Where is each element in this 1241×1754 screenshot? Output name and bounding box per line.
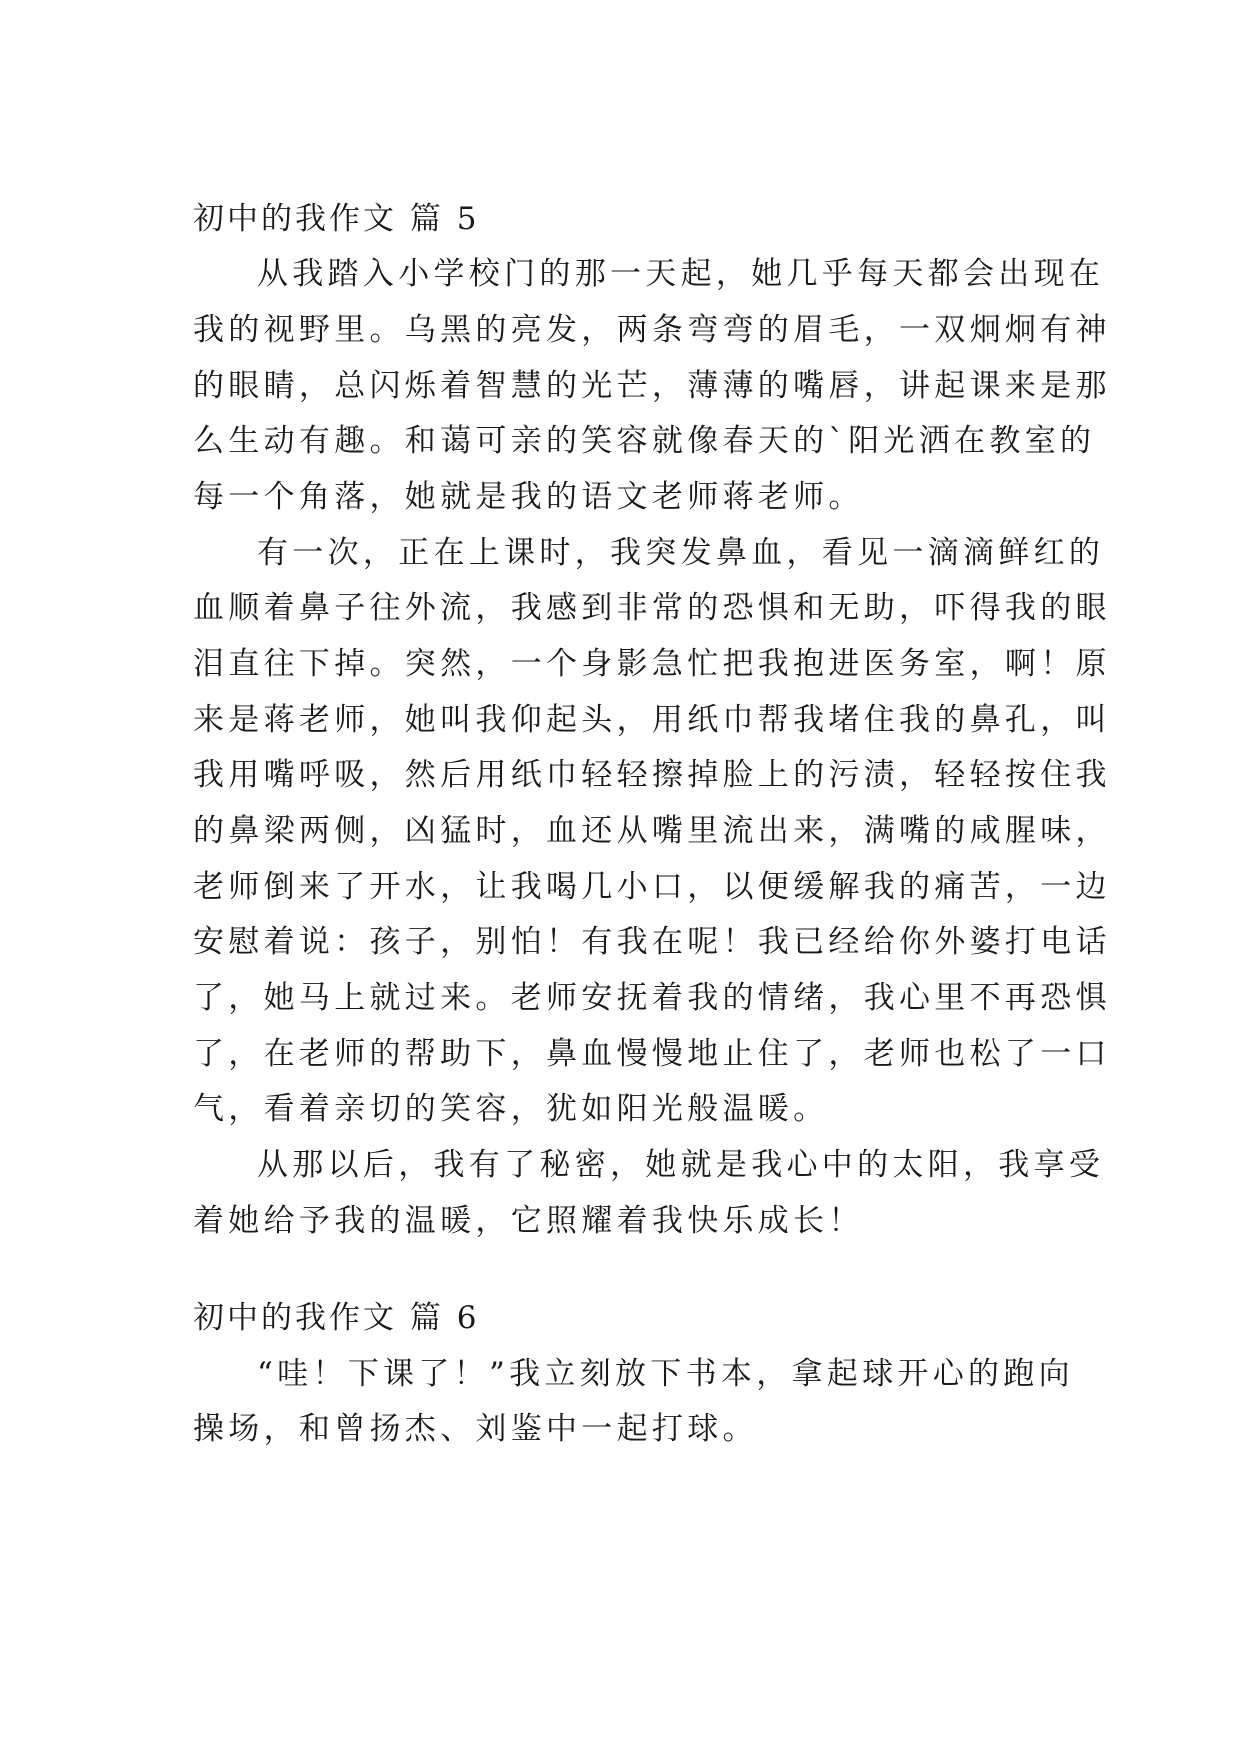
paragraph-line: “哇！下课了！”我立刻放下书本，拿起球开心的跑向 [257, 1356, 1074, 1392]
paragraph-line: 老师倒来了开水，让我喝几小口，以便缓解我的痛苦，一边 [193, 869, 1111, 905]
paragraph-line: 血顺着鼻子往外流，我感到非常的恐惧和无助，吓得我的眼 [193, 590, 1111, 626]
paragraph-line: 安慰着说：孩子，别怕！有我在呢！我已经给你外婆打电话 [193, 924, 1111, 960]
paragraph-line: 我的视野里。乌黑的亮发，两条弯弯的眉毛，一双炯炯有神 [193, 312, 1111, 348]
section-title: 初中的我作文 篇 6 [193, 1300, 480, 1336]
paragraph-line: 了，她马上就过来。老师安抚着我的情绪，我心里不再恐惧 [193, 980, 1111, 1016]
section-title: 初中的我作文 篇 5 [193, 201, 480, 237]
paragraph-line: 来是蒋老师，她叫我仰起头，用纸巾帮我堵住我的鼻孔，叫 [193, 702, 1111, 738]
paragraph-line: 有一次，正在上课时，我突发鼻血，看见一滴滴鲜红的 [257, 535, 1105, 571]
paragraph-line: 泪直往下掉。突然，一个身影急忙把我抱进医务室，啊！原 [193, 646, 1111, 682]
paragraph-line: 每一个角落，她就是我的语文老师蒋老师。 [193, 479, 864, 515]
paragraph-line: 我用嘴呼吸，然后用纸巾轻轻擦掉脸上的污渍，轻轻按住我 [193, 757, 1111, 793]
paragraph-line: 么生动有趣。和蔼可亲的笑容就像春天的`阳光洒在教室的 [193, 423, 1096, 459]
paragraph-line: 操场，和曾扬杰、刘鉴中一起打球。 [193, 1411, 758, 1447]
paragraph-line: 了，在老师的帮助下，鼻血慢慢地止住了，老师也松了一口 [193, 1036, 1111, 1072]
paragraph-line: 的鼻梁两侧，凶猛时，血还从嘴里流出来，满嘴的咸腥味， [193, 813, 1111, 849]
paragraph-line: 从那以后，我有了秘密，她就是我心中的太阳，我享受 [257, 1147, 1105, 1183]
paragraph-line: 着她给予我的温暖，它照耀着我快乐成长！ [193, 1203, 864, 1239]
paragraph-line: 的眼睛，总闪烁着智慧的光芒，薄薄的嘴唇，讲起课来是那 [193, 368, 1111, 404]
paragraph-line: 从我踏入小学校门的那一天起，她几乎每天都会出现在 [257, 256, 1105, 292]
paragraph-line: 气，看着亲切的笑容，犹如阳光般温暖。 [193, 1091, 829, 1127]
